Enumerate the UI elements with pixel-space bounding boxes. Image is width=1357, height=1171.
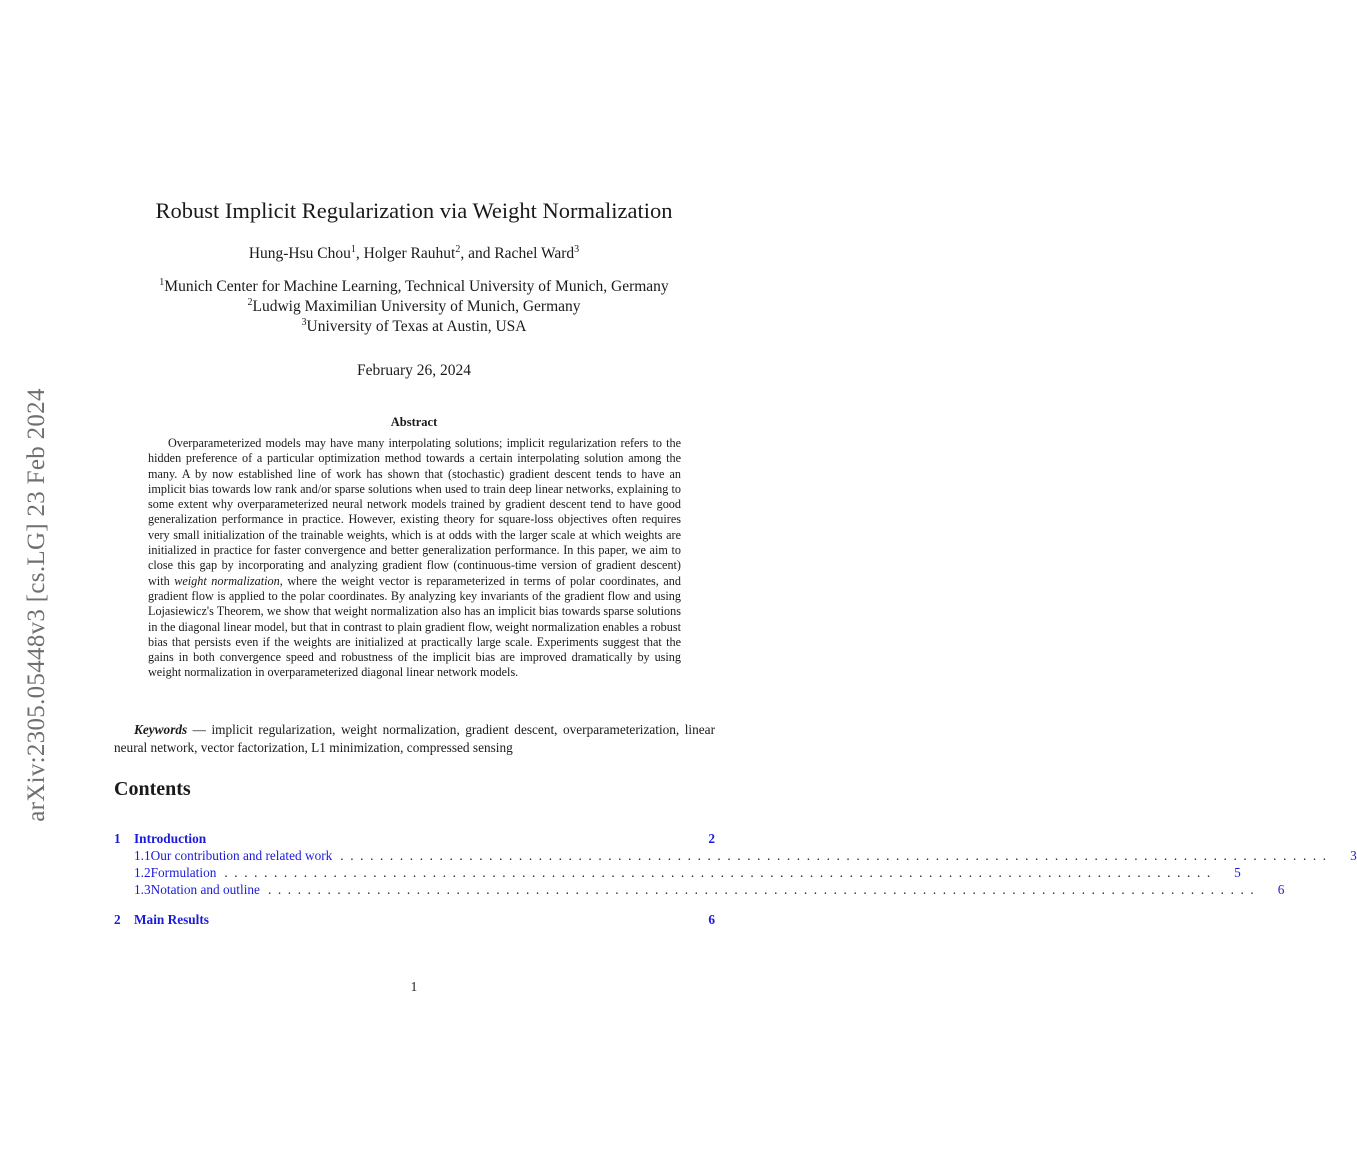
toc-entry-label: Main Results (134, 912, 209, 927)
author-separator: , (355, 245, 364, 262)
toc-entry-number: 1.3 (134, 882, 151, 897)
abstract-body (148, 436, 681, 681)
toc-entry-label: Notation and outline (150, 882, 260, 897)
toc-entry-main-results[interactable] (114, 912, 715, 929)
author-separator: , and (460, 245, 495, 262)
toc-entry-page: 5 (1234, 865, 1241, 880)
toc-entry-notation[interactable] (114, 882, 1285, 899)
abstract-text: Overparameterized models may have many interpolating solutions; implicit regularization refers to the hidden preference of a particular optimization method towards a certain interpolating solution among the many. A by now established line of work has shown that (stochastic) gradient descent tends to have an implicit bias towards low rank and/or sparse solutions when used to train deep linear networks, explaining to some extent why overparameterized neural network models trained by gradient descent tend to have good generalization performance in practice. However, existing theory for square-loss objectives often requires very small initialization of the trainable weights, which is at odds with the larger scale at which weights are initialized in practice for faster convergence and better generalization performance. In this paper, we aim to close this gap by incorporating and analyzing gradient flow (continuous-time version of gradient descent) with (148, 436, 681, 588)
author-affiliation-mark: 2 (455, 243, 461, 255)
toc-dot-leader: .................................................................................................... (224, 865, 1217, 880)
affiliation-mark: 3 (301, 316, 307, 328)
toc-entry-page: 3 (1350, 848, 1357, 863)
toc-entry-page: 2 (708, 831, 715, 846)
toc-dot-leader: .................................................................................................... (267, 882, 1261, 897)
author-name: Hung-Hsu Chou (248, 245, 351, 262)
toc-entry-page: 6 (708, 912, 715, 927)
abstract-text: , where the weight vector is reparameterized in terms of polar coordinates, and gradient flow is applied to the polar coordinates. By analyzing key invariants of the gradient flow and using Lojasiewicz's Theorem, we show that weight normalization also has an implicit bias towards sparse solutions in the diagonal linear model, but that in contrast to plain gradient flow, weight normalization enables a robust bias that persists even if the weights are initialized at practically large scale. Experiments suggest that the gains in both convergence speed and robustness of the implicit bias are improved dramatically by using weight normalization in overparameterized diagonal linear network models. (148, 573, 681, 680)
toc-entry-page: 6 (1277, 882, 1285, 897)
publication-date: February 26, 2024 (356, 362, 472, 379)
keywords-label: Keywords (134, 722, 188, 737)
affiliation-text: University of Texas at Austin, USA (306, 318, 527, 335)
abstract-heading: Abstract (390, 415, 438, 429)
affiliation-text: Ludwig Maximilian University of Munich, Germany (252, 298, 581, 315)
author-affiliation-mark: 1 (350, 243, 356, 255)
toc-entry-introduction[interactable] (114, 831, 715, 848)
affiliation-mark: 1 (159, 276, 165, 288)
paper-title: Robust Implicit Regularization via Weight Normalization (155, 198, 673, 223)
toc-dot-leader: .................................................................................................... (340, 848, 1333, 863)
affiliation (0, 278, 828, 296)
affiliation-text: Munich Center for Machine Learning, Technical University of Munich, Germany (164, 278, 669, 295)
toc-entry-label: Formulation (150, 865, 217, 880)
page-number: 1 (410, 979, 418, 994)
author-affiliation-mark: 3 (574, 243, 580, 255)
author-name: Rachel Ward (494, 245, 575, 262)
keywords-text: implicit regularization, weight normalization, gradient descent, overparameterization, linear neural network, vector factorization, L1 minimization, compressed sensing (114, 722, 716, 755)
keywords-dash: — (187, 722, 212, 737)
affiliation (0, 318, 828, 336)
toc-entry-number: 1.1 (134, 848, 151, 863)
toc-entry-number: 1.2 (134, 865, 151, 880)
author-name: Holger Rauhut (363, 245, 456, 262)
toc-entry-label: Our contribution and related work (150, 848, 333, 863)
toc-entry-number: 2 (114, 912, 121, 927)
abstract-emphasis: weight normalization (174, 573, 280, 588)
author-list (0, 245, 828, 263)
toc-entry-contribution[interactable] (114, 848, 1357, 865)
toc-entry-formulation[interactable] (114, 865, 1241, 882)
toc-entry-number: 1 (114, 831, 121, 846)
contents-heading: Contents (114, 778, 191, 800)
affiliation-mark: 2 (247, 296, 253, 308)
keywords-paragraph (114, 721, 715, 756)
affiliation (0, 298, 828, 316)
toc-entry-label: Introduction (134, 831, 207, 846)
arxiv-identifier-stamp: arXiv:2305.05448v3 [cs.LG] 23 Feb 2024 (23, 388, 50, 822)
